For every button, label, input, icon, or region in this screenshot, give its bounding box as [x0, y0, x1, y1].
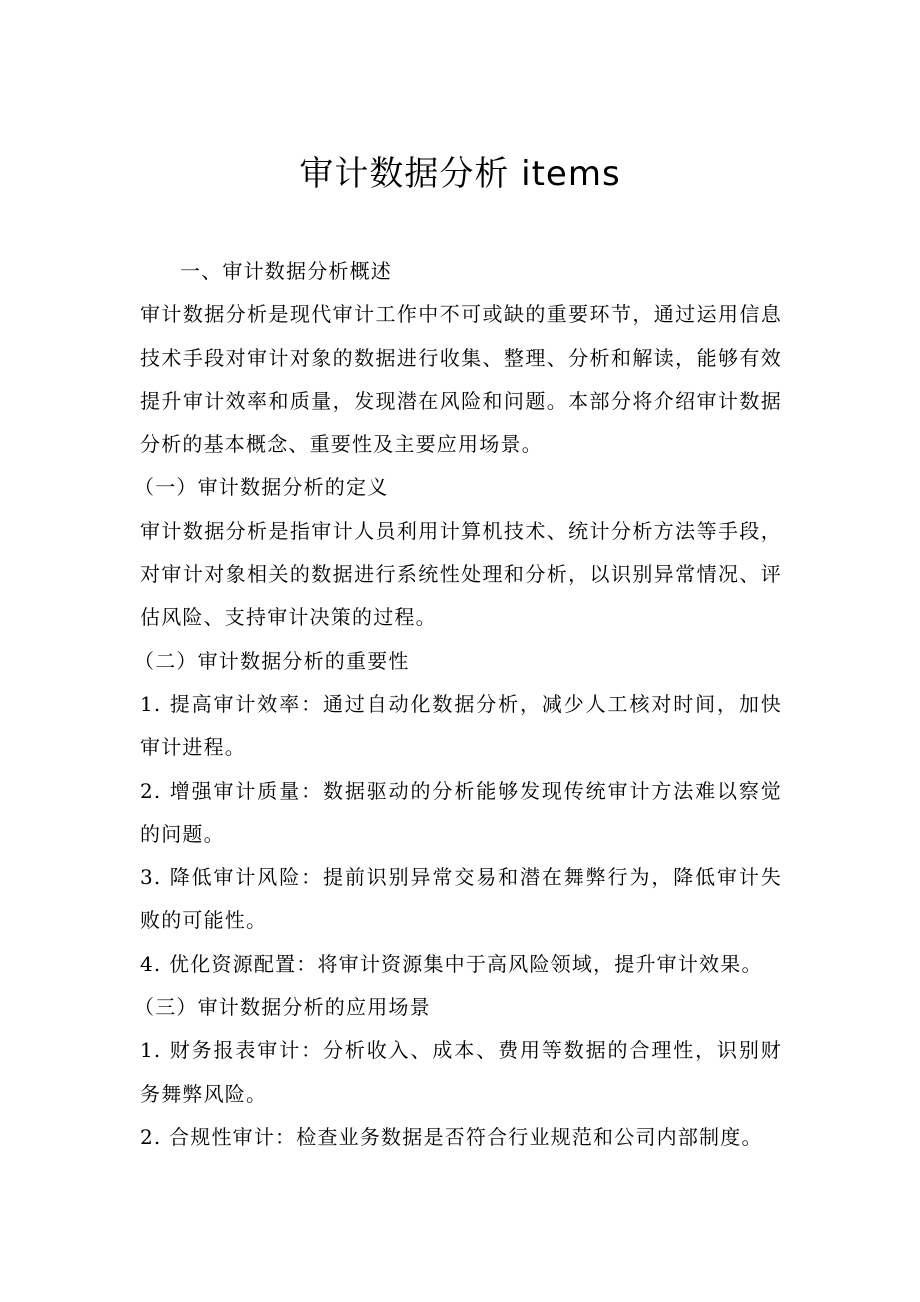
- importance-item-4: 4. 优化资源配置：将审计资源集中于高风险领域，提升审计效果。: [140, 951, 763, 976]
- application-item-1: 1. 财务报表审计：分析收入、成本、费用等数据的合理性，识别财务舞弊风险。: [140, 1038, 782, 1106]
- document-body: [134, 250, 782, 1159]
- importance-item-2: 2. 增强审计质量：数据驱动的分析能够发现传统审计方法难以察觉的问题。: [140, 778, 782, 846]
- importance-item-1: 1. 提高审计效率：通过自动化数据分析，减少人工核对时间，加快审计进程。: [140, 691, 782, 760]
- overview-paragraph: 审计数据分析是现代审计工作中不可或缺的重要环节，通过运用信息技术手段对审计对象的数据进行收集、整理、分析和解读，能够有效提升审计效率和质量，发现潜在风险和问题。本部分将介绍审计数据分析的基本概念、重要性及主要应用场景。: [140, 302, 782, 457]
- document-title: 审计数据分析 items: [299, 154, 621, 194]
- subheading-definition: （一）审计数据分析的定义: [134, 475, 389, 500]
- subheading-applications: （三）审计数据分析的应用场景: [134, 995, 431, 1020]
- definition-paragraph: 审计数据分析是指审计人员利用计算机技术、统计分析方法等手段，对审计对象相关的数据进行系统性处理和分析，以识别异常情况、评估风险、支持审计决策的过程。: [140, 518, 782, 630]
- subheading-importance: （二）审计数据分析的重要性: [134, 648, 410, 673]
- section-heading-overview: 一、审计数据分析概述: [180, 259, 392, 283]
- application-item-2: 2. 合规性审计：检查业务数据是否符合行业规范和公司内部制度。: [140, 1124, 763, 1149]
- importance-item-3: 3. 降低审计风险：提前识别异常交易和潜在舞弊行为，降低审计失败的可能性。: [140, 865, 782, 933]
